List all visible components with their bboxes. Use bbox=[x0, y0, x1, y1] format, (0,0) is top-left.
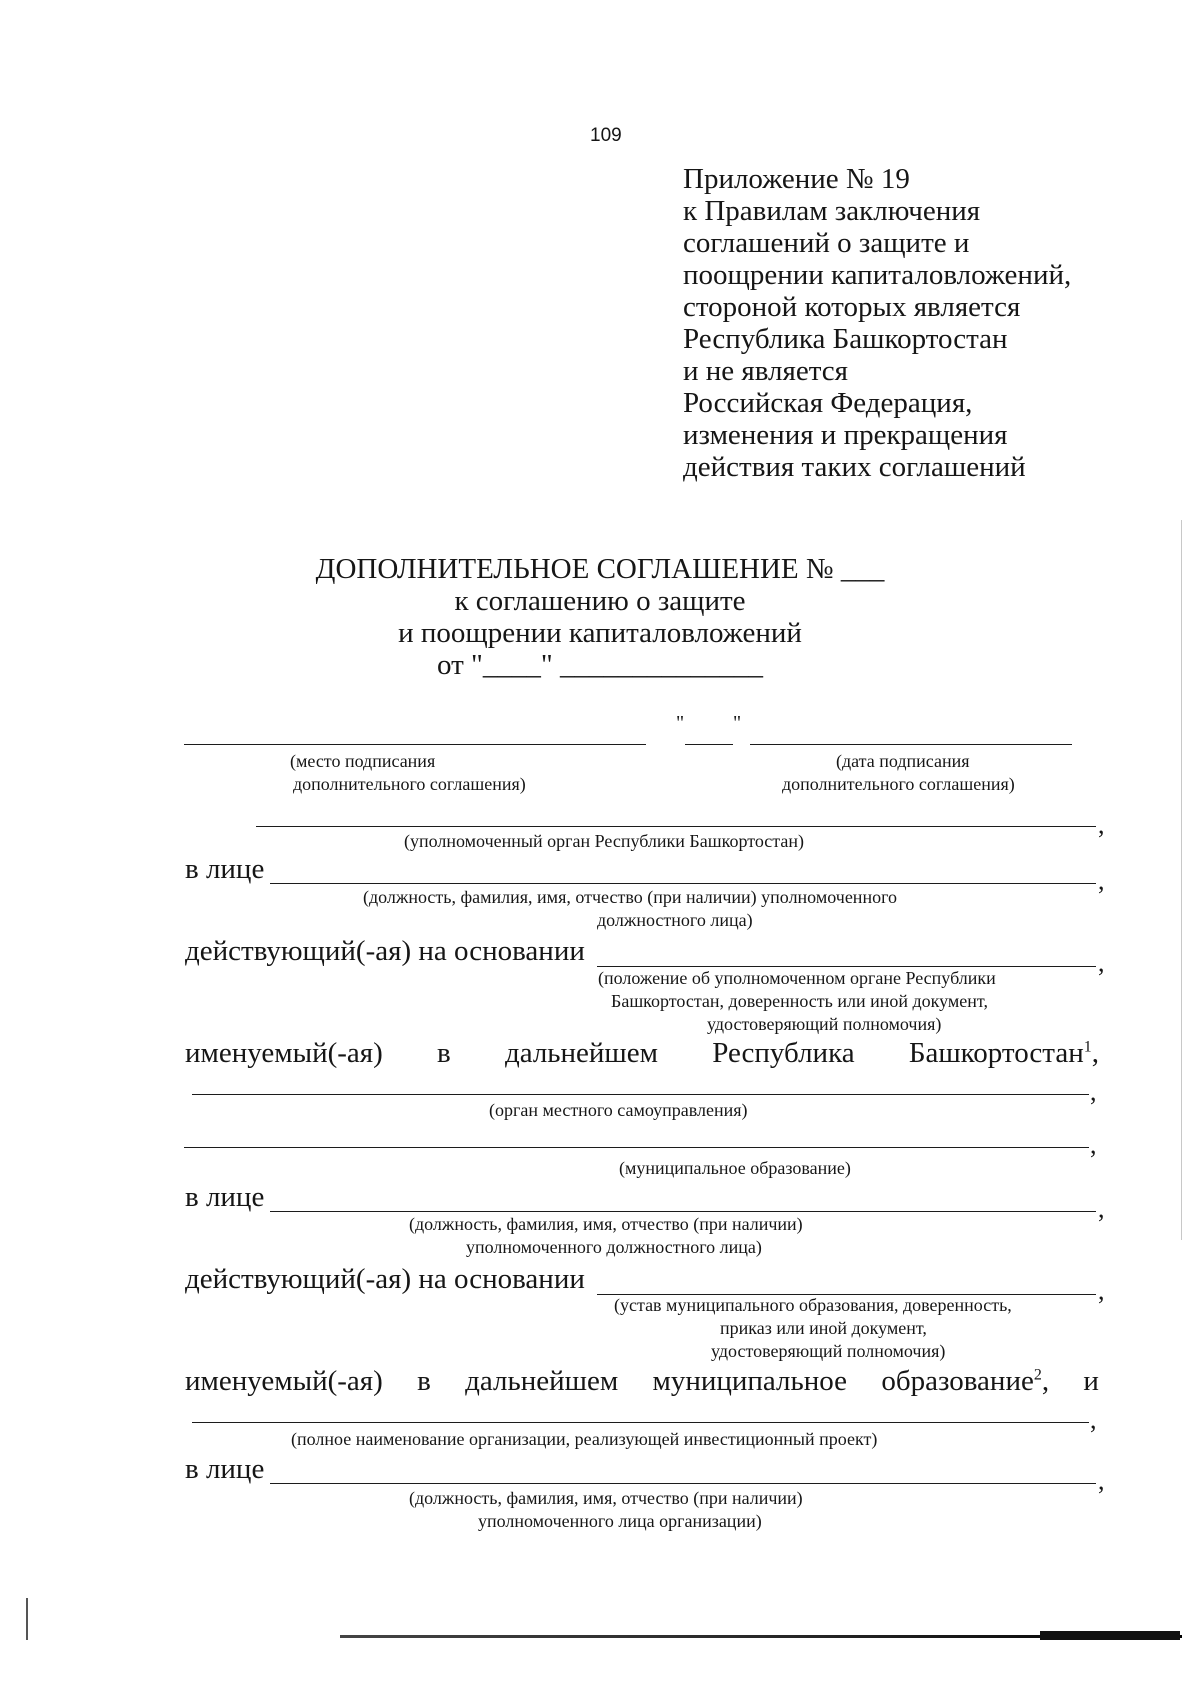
annex-reference bbox=[683, 163, 1071, 483]
annex-line: Республика Башкортостан bbox=[683, 323, 1008, 355]
named-as-republic bbox=[185, 1037, 1099, 1070]
footnote-marker: 2 bbox=[1033, 1366, 1042, 1384]
annex-line: стороной которых является bbox=[683, 291, 1021, 323]
comma: , bbox=[1090, 1077, 1097, 1106]
comma: , bbox=[1098, 1194, 1105, 1223]
official-field[interactable] bbox=[270, 1483, 1096, 1484]
basis-caption: удостоверяющий полномочия) bbox=[707, 1014, 942, 1034]
named-word: именуемый(-ая) bbox=[185, 1037, 383, 1069]
place-caption: (место подписания bbox=[290, 751, 436, 771]
date-quote-close: " bbox=[733, 712, 742, 734]
footnote-marker: 1 bbox=[1083, 1038, 1092, 1056]
basis-caption: (устав муниципального образования, доверенность, bbox=[614, 1295, 1012, 1315]
basis-caption: (положение об уполномоченном органе Республики bbox=[598, 968, 996, 988]
in-person-label: в лице bbox=[185, 1181, 265, 1213]
comma: , bbox=[1098, 810, 1105, 839]
comma: , bbox=[1098, 1466, 1105, 1495]
title-subline: и поощрении капиталовложений bbox=[398, 617, 802, 649]
named-as-municipality bbox=[185, 1365, 1099, 1398]
annex-line: Российская Федерация, bbox=[683, 387, 973, 419]
named-word: дальнейшем bbox=[504, 1037, 658, 1069]
organization-caption: (полное наименование организации, реализующей инвестиционный проект) bbox=[291, 1429, 878, 1449]
date-quote-open: " bbox=[676, 712, 685, 734]
comma: , bbox=[1090, 1405, 1097, 1434]
scan-bottom-edge bbox=[1040, 1631, 1180, 1640]
signing-day-field[interactable] bbox=[685, 744, 733, 745]
in-person-label: в лице bbox=[185, 853, 265, 885]
basis-caption: приказ или иной документ, bbox=[720, 1318, 927, 1338]
date-caption: дополнительного соглашения) bbox=[782, 774, 1015, 794]
named-word: Республика bbox=[712, 1037, 855, 1069]
local-gov-caption: (орган местного самоуправления) bbox=[489, 1100, 748, 1120]
authority-field[interactable] bbox=[256, 826, 1096, 827]
named-party-municipality: образование$^2$, bbox=[881, 1365, 1050, 1397]
named-word: в bbox=[437, 1037, 451, 1069]
named-word: в bbox=[417, 1365, 431, 1397]
named-word: дальнейшем bbox=[465, 1365, 619, 1397]
annex-line: к Правилам заключения bbox=[683, 195, 981, 227]
scan-edge-line bbox=[26, 1598, 28, 1640]
title-main: ДОПОЛНИТЕЛЬНОЕ СОГЛАШЕНИЕ № ___ bbox=[315, 553, 885, 585]
municipality-field[interactable] bbox=[184, 1147, 1089, 1148]
comma: , bbox=[1098, 866, 1105, 895]
annex-line: соглашений о защите и bbox=[683, 227, 970, 259]
comma: , bbox=[1090, 1130, 1097, 1159]
named-word: муниципальное bbox=[652, 1365, 848, 1397]
title-date: от "____" ______________ bbox=[437, 649, 763, 681]
official-caption: уполномоченного должностного лица) bbox=[466, 1237, 762, 1257]
date-caption: (дата подписания bbox=[836, 751, 970, 771]
official-field[interactable] bbox=[270, 1211, 1096, 1212]
comma: , bbox=[1098, 948, 1105, 977]
place-caption: дополнительного соглашения) bbox=[293, 774, 526, 794]
organization-field[interactable] bbox=[192, 1422, 1089, 1423]
title-subline: к соглашению о защите bbox=[454, 585, 746, 617]
annex-line: изменения и прекращения bbox=[683, 419, 1008, 451]
signing-date-field[interactable] bbox=[750, 744, 1072, 745]
official-caption: уполномоченного лица организации) bbox=[478, 1511, 762, 1531]
local-gov-field[interactable] bbox=[192, 1094, 1089, 1095]
official-field[interactable] bbox=[270, 883, 1096, 884]
named-party-republic: Башкортостан$^1$, bbox=[908, 1037, 1099, 1069]
authority-caption: (уполномоченный орган Республики Башкортостан) bbox=[404, 831, 804, 851]
annex-line: поощрении капиталовложений, bbox=[683, 259, 1072, 291]
official-caption: (должность, фамилия, имя, отчество (при наличии) bbox=[409, 1214, 803, 1234]
municipality-caption: (муниципальное образование) bbox=[619, 1158, 851, 1178]
annex-line: действия таких соглашений bbox=[683, 451, 1026, 483]
signing-place-field[interactable] bbox=[184, 744, 646, 745]
named-word: именуемый(-ая) bbox=[185, 1365, 383, 1397]
annex-line: Приложение № 19 bbox=[683, 163, 910, 195]
basis-caption: Башкортостан, доверенность или иной документ, bbox=[611, 991, 988, 1011]
acting-basis-label: действующий(-ая) на основании bbox=[185, 935, 585, 967]
comma: , bbox=[1098, 1276, 1105, 1305]
annex-line: и не является bbox=[683, 355, 848, 387]
scan-edge-line bbox=[1181, 520, 1182, 1240]
acting-basis-label: действующий(-ая) на основании bbox=[185, 1263, 585, 1295]
page-number: 109 bbox=[590, 125, 622, 146]
official-caption: (должность, фамилия, имя, отчество (при наличии) bbox=[409, 1488, 803, 1508]
official-caption: (должность, фамилия, имя, отчество (при наличии) уполномоченного bbox=[363, 887, 898, 907]
in-person-label: в лице bbox=[185, 1453, 265, 1485]
basis-caption: удостоверяющий полномочия) bbox=[711, 1341, 946, 1361]
document-title bbox=[0, 553, 1200, 681]
named-word: и bbox=[1083, 1365, 1099, 1397]
official-caption: должностного лица) bbox=[597, 910, 753, 930]
